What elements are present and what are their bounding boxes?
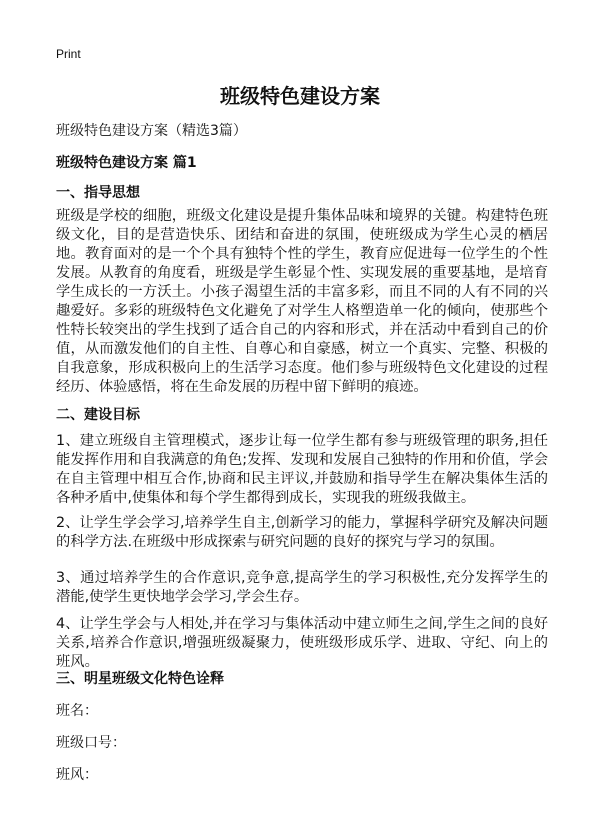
goal-item-3: 3、通过培养学生的合作意识,竞争意,提高学生的学习积极性,充分发挥学生的潜能,使学生更快地学会学习,学会生存。: [56, 570, 548, 605]
paragraph: 班级是学校的细胞，班级文化建设是提升集体品味和境界的关键。构建特色班级文化，目的是营造快乐、团结和奋进的氛围，使班级成为学生心灵的栖居地。教育面对的是一个个具有独特个性的学生，教育应促进每一位学生的个性发展。从教育的角度看，班级是学生彰显个性、实现发展的重要基地，是培育学生成长的一方沃土。小孩子渴望生活的丰富多彩，而且不同的人有不同的兴趣爱好。多彩的班级特色文化避免了对学生人格塑造单一化的倾向，使那些个性特长较突出的学生找到了适合自己的内容和形式，并在活动中看到自己的价值，从而激发他们的自主性、自尊心和自豪感，树立一个真实、完整、积极的自我意象，形成积极向上的生活学习态度。他们参与班级特色文化建设的过程经历、体验感悟，将在生命发展的历程中留下鲜明的痕迹。: [56, 208, 548, 395]
field-class-style: 班风：: [56, 767, 98, 783]
section-heading-2: 二、建设目标: [56, 407, 140, 423]
section-heading-3: 三、明星班级文化特色诠释: [56, 671, 224, 687]
subtitle: 班级特色建设方案（精选3篇）: [56, 123, 247, 139]
article-heading: 班级特色建设方案 篇1: [56, 155, 197, 171]
goal-item-2: 2、让学生学会学习,培养学生自主,创新学习的能力，掌握科学研究及解决问题的科学方法.在班级中形成探索与研究问题的良好的探究与学习的氛围。: [56, 515, 548, 550]
field-class-name: 班名：: [56, 703, 98, 719]
page-title: 班级特色建设方案: [220, 84, 380, 108]
goal-item-1: 1、建立班级自主管理模式，逐步让每一位学生都有参与班级管理的职务,担任能发挥作用和自我满意的角色;发挥、发现和发展自己独特的作用和价值，学会在自主管理中相互合作,协商和民主评议,并鼓励和指导学生在解决集体生活的各种矛盾中,使集体和每个学生都得到成长，实现我的班级我做主。: [56, 433, 548, 506]
print-label: Print: [56, 47, 81, 61]
field-class-slogan: 班级口号：: [56, 735, 126, 751]
goal-item-4: 4、让学生学会与人相处,并在学习与集体活动中建立师生之间,学生之间的良好关系,培养合作意识,增强班级凝聚力，使班级形成乐学、进取、守纪、向上的班风。: [56, 616, 548, 670]
section-heading-1: 一、指导思想: [56, 185, 140, 201]
